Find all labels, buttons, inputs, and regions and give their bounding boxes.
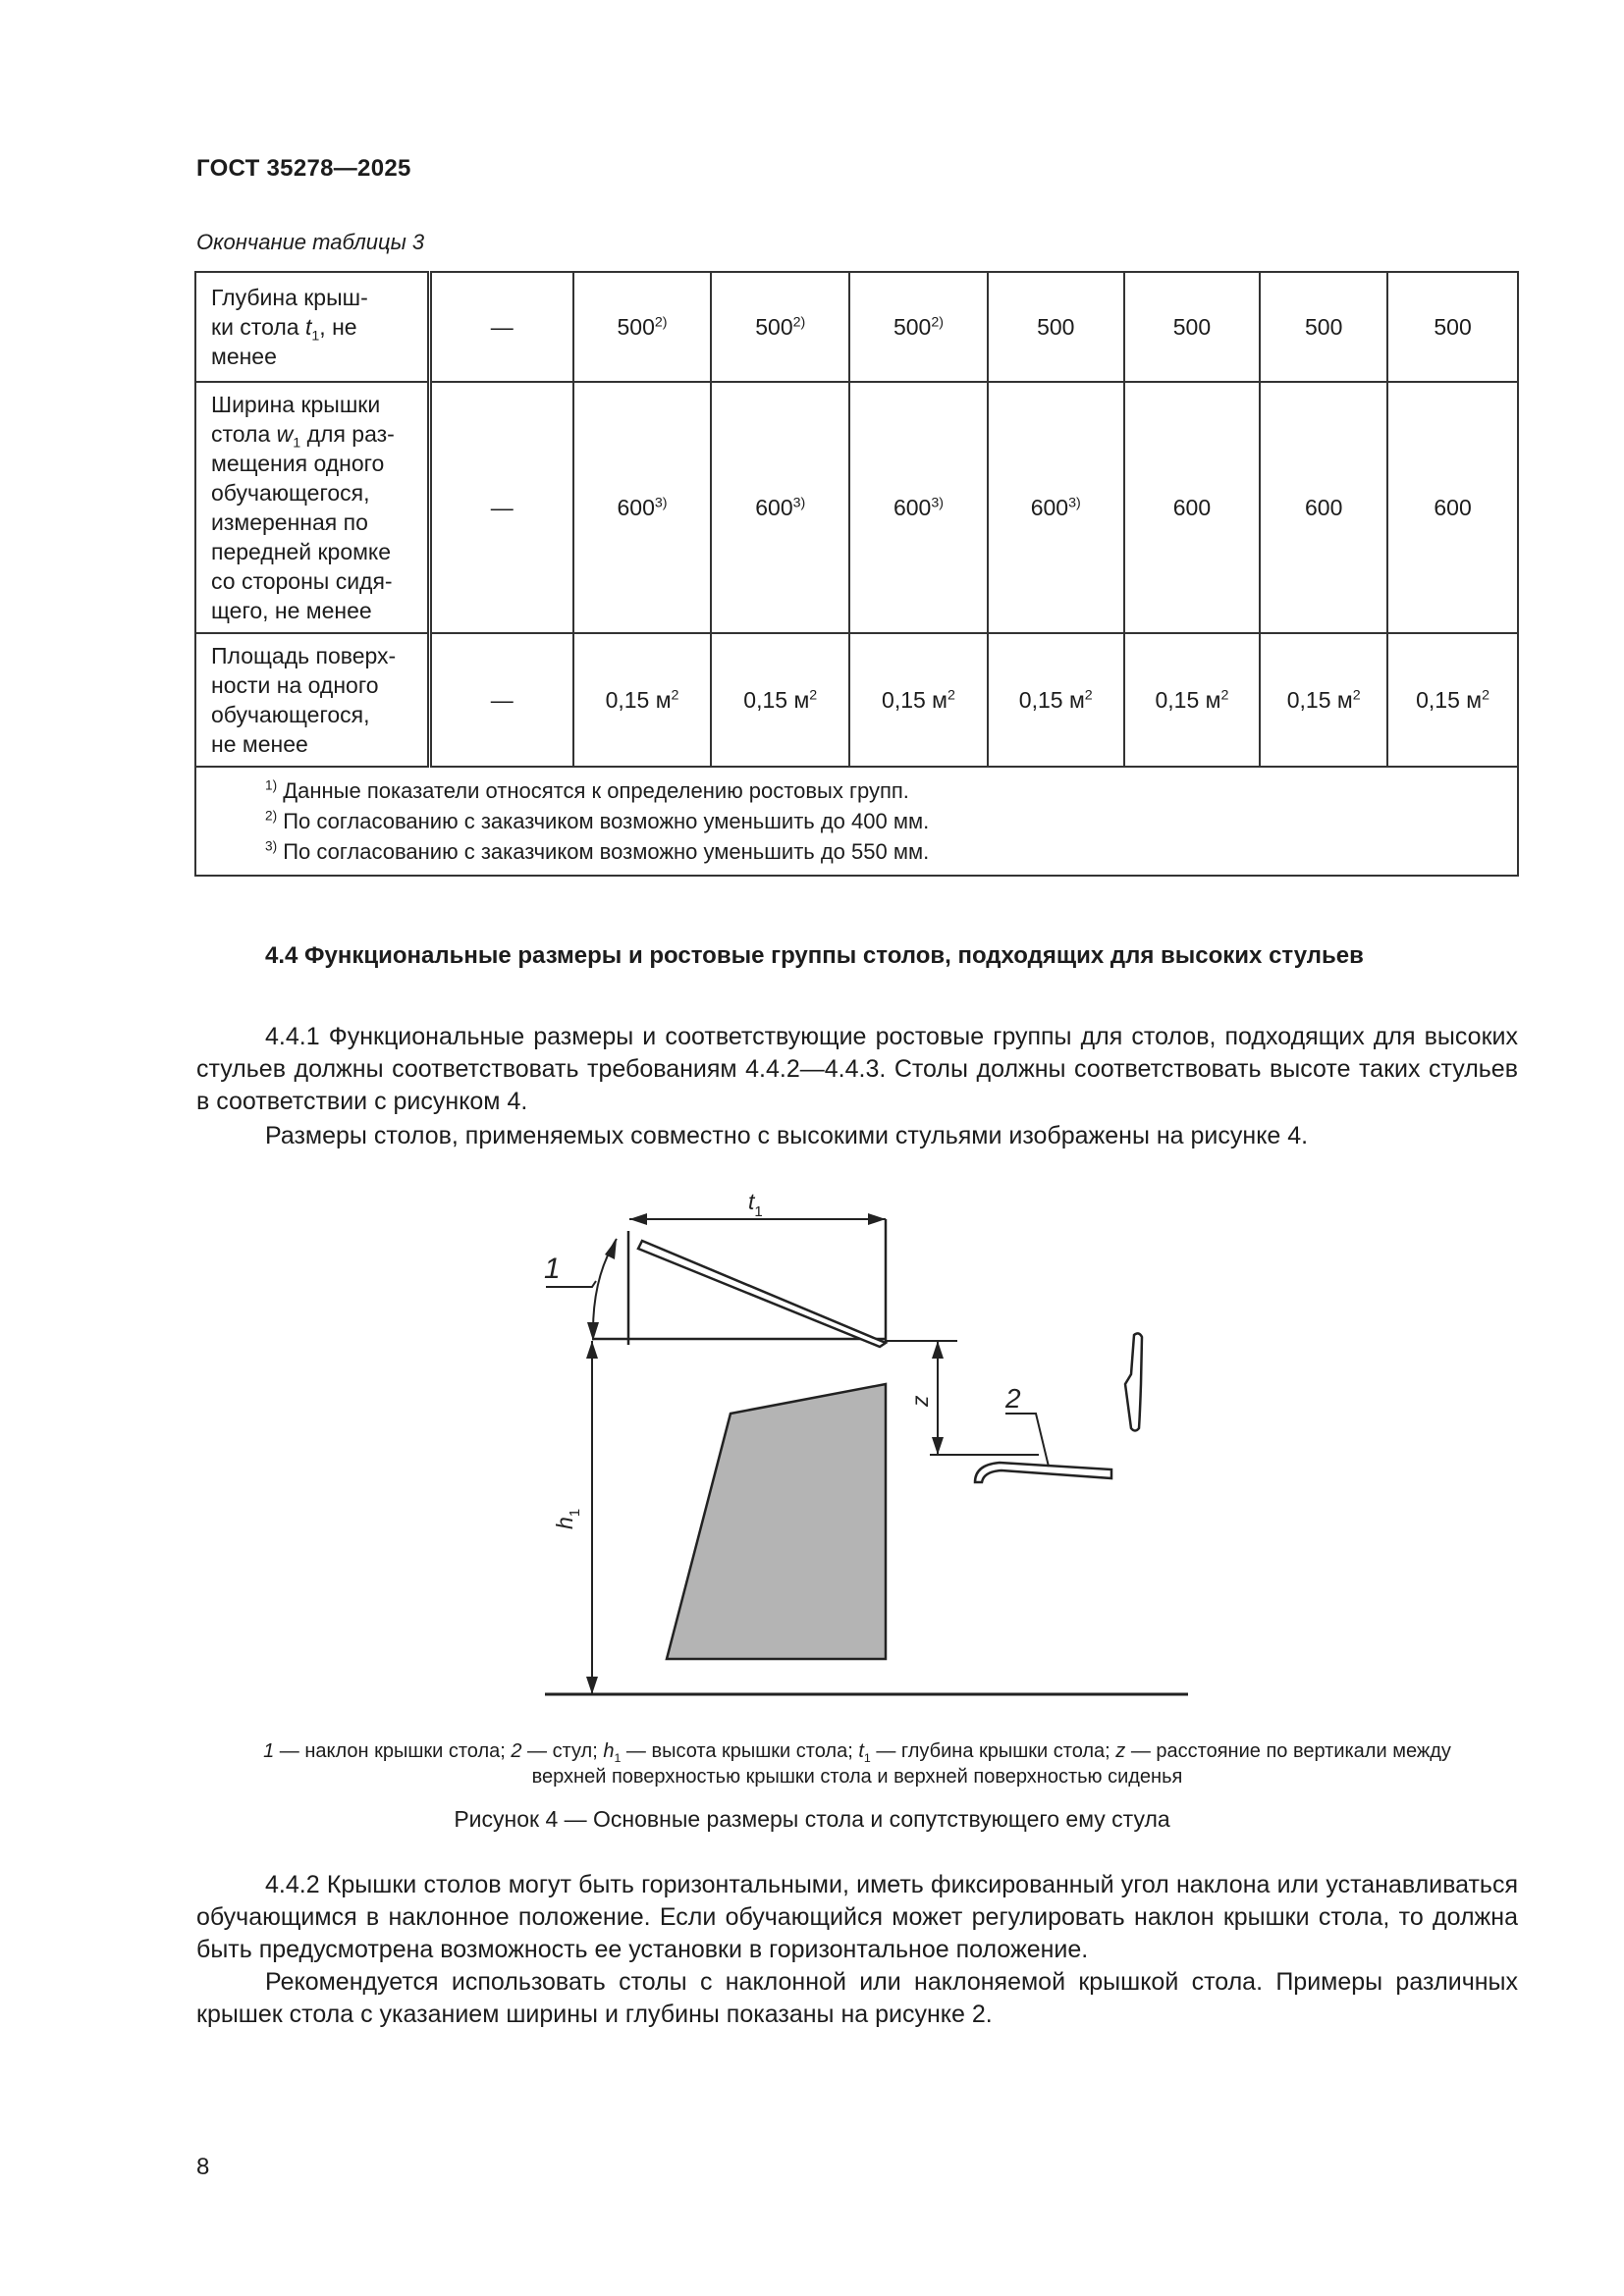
table-cell: 500$^{2)}$ bbox=[711, 272, 849, 382]
table-cell: 500$^{2)}$ bbox=[573, 272, 712, 382]
table-cell: 0,15 $м^2$ bbox=[573, 633, 712, 767]
table-cell: 500$^{2)}$ bbox=[849, 272, 988, 382]
document-header: ГОСТ 35278—2025 bbox=[196, 155, 411, 182]
callout-1: 1 bbox=[544, 1253, 561, 1285]
figure-caption: Рисунок 4 — Основные размеры стола и сопутствующего ему стула bbox=[454, 1806, 1170, 1832]
z-arrow-top bbox=[932, 1341, 944, 1359]
table-footnote: $^{1)}$ Данные показатели относятся к определению ростовых групп. bbox=[265, 777, 909, 803]
table-cell: 600$^{3)}$ bbox=[573, 382, 712, 633]
table-cell: — bbox=[429, 272, 572, 382]
table-cell: 0,15 $м^2$ bbox=[711, 633, 849, 767]
figure-legend: 1 — наклон крышки стола; 2 — стул; $h_1$ — высота крышки стола; $t_1$ — глубина крышки стола; z — расстояние по вертикали между верхней поверхностью крышки стола и верхней поверхностью сиденья bbox=[263, 1740, 1451, 1788]
table-cell: 0,15 $м^2$ bbox=[849, 633, 988, 767]
t1-arrow-right bbox=[868, 1213, 886, 1225]
table-row-label: Площадь поверх- ности на одного обучающегося, не менее bbox=[195, 633, 429, 767]
h1-arrow-top bbox=[586, 1341, 598, 1359]
label-z: z bbox=[907, 1395, 933, 1407]
table-cell: 600 bbox=[1260, 382, 1387, 633]
table-row-label: Глубина крыш- ки стола $t_1$, не менее bbox=[195, 272, 429, 382]
paragraph-4-4-1: 4.4.1 Функциональные размеры и соответствующие ростовые группы для столов, подходящих для высоких стульев должны соответствовать требованиям 4.4.2—4.4.3. Столы должны соответствовать высоте таких стульев в соответствии с рисунком 4. bbox=[196, 1023, 1518, 1115]
table-cell: 600$^{3)}$ bbox=[849, 382, 988, 633]
chair-backrest bbox=[1125, 1333, 1142, 1430]
h1-arrow-bottom bbox=[586, 1677, 598, 1694]
table-cell: 0,15 $м^2$ bbox=[988, 633, 1124, 767]
t1-arrow-left bbox=[629, 1213, 647, 1225]
table-cell: 500 bbox=[1260, 272, 1387, 382]
table-footnote: $^{2)}$ По согласованию с заказчиком возможно уменьшить до 400 мм. bbox=[265, 808, 930, 833]
table-cell: 600 bbox=[1387, 382, 1518, 633]
chair-seat bbox=[975, 1463, 1111, 1482]
table-cell: 500 bbox=[988, 272, 1124, 382]
table-continuation-caption: Окончание таблицы 3 bbox=[196, 230, 425, 254]
paragraph-figure-reference: Размеры столов, применяемых совместно с высокими стульями изображены на рисунке 4. bbox=[265, 1122, 1309, 1149]
page-number: 8 bbox=[196, 2154, 210, 2180]
table-cell: 600 bbox=[1124, 382, 1261, 633]
table-cell: 600$^{3)}$ bbox=[988, 382, 1124, 633]
label-t1: $t_1$ bbox=[748, 1189, 763, 1220]
table-cell: 500 bbox=[1387, 272, 1518, 382]
table-cell: 0,15 $м^2$ bbox=[1260, 633, 1387, 767]
paragraph-recommendation: Рекомендуется использовать столы с наклонной или наклоняемой крышкой стола. Примеры различных крышек стола с указанием ширины и глубины показаны на рисунке 2. bbox=[196, 1968, 1518, 2028]
table-row-label: Ширина крышки стола $w_1$ для раз- мещения одного обучающегося, измеренная по передней кромке со стороны сидя- щего, не менее bbox=[195, 382, 429, 633]
table-cell: — bbox=[429, 382, 572, 633]
table-footnote: $^{3)}$ По согласованию с заказчиком возможно уменьшить до 550 мм. bbox=[265, 838, 930, 864]
inclined-tabletop bbox=[638, 1241, 886, 1347]
leader-2 bbox=[1005, 1414, 1049, 1467]
callout-2: 2 bbox=[1005, 1383, 1021, 1414]
paragraph-4-4-2: 4.4.2 Крышки столов могут быть горизонтальными, иметь фиксированный угол наклона или устанавливаться обучающимся в наклонное положение. Если обучающийся может регулировать наклон крышки стола, то должна быть предусмотрена возможность ее установки в горизонтальное положение. bbox=[196, 1871, 1518, 1963]
z-arrow-bottom bbox=[932, 1437, 944, 1455]
table-cell: 500 bbox=[1124, 272, 1261, 382]
table-cell: 600$^{3)}$ bbox=[711, 382, 849, 633]
section-title: 4.4 Функциональные размеры и ростовые группы столов, подходящих для высоких стульев bbox=[265, 942, 1364, 969]
label-h1: $h_1$ bbox=[552, 1508, 583, 1529]
table-cell: 0,15 $м^2$ bbox=[1124, 633, 1261, 767]
table-cell: 0,15 $м^2$ bbox=[1387, 633, 1518, 767]
table-cell: — bbox=[429, 633, 572, 767]
table-body bbox=[667, 1384, 886, 1659]
